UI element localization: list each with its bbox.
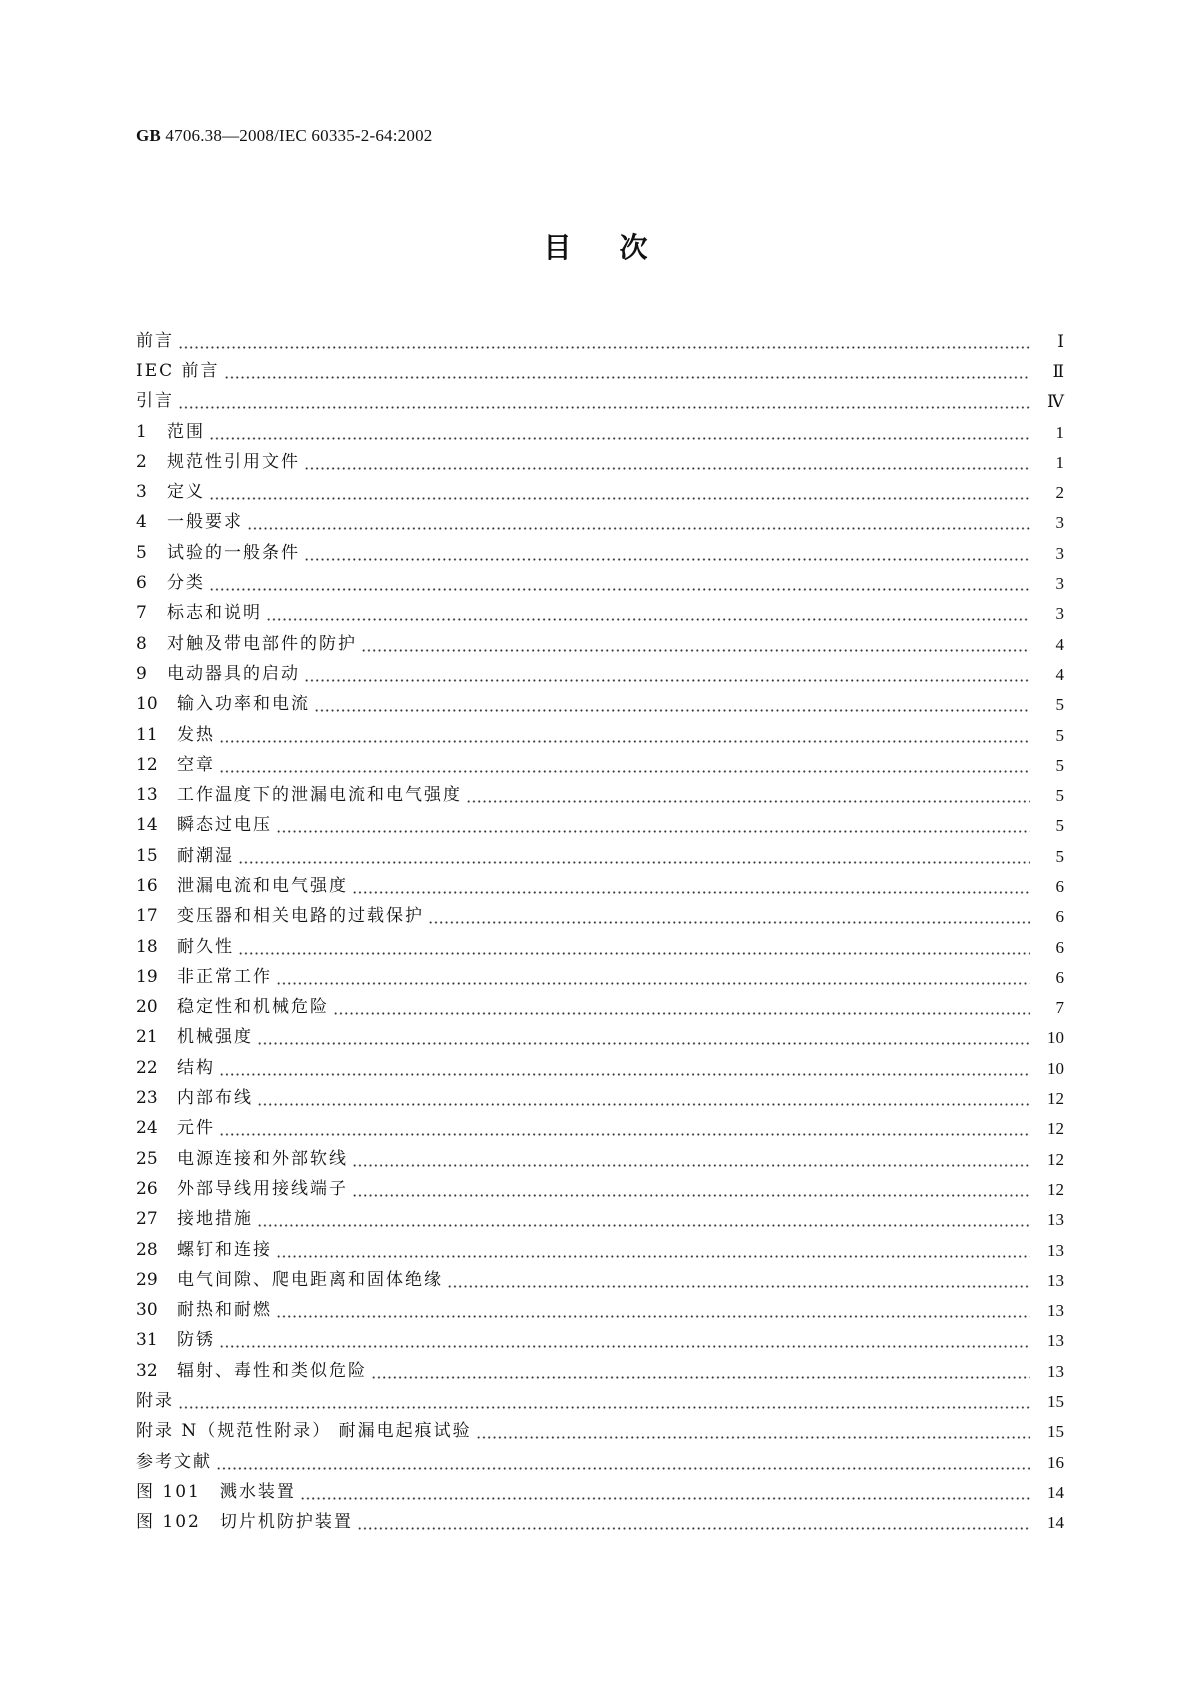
toc-entry-label: 标志和说明 <box>167 603 262 624</box>
toc-entry[interactable] <box>136 1356 1064 1386</box>
toc-entry-label: 电气间隙、爬电距离和固体绝缘 <box>177 1269 443 1290</box>
toc-entry-number: 19 <box>136 966 158 987</box>
toc-entry-label: 前言 <box>136 330 174 351</box>
toc-entry-label: 非正常工作 <box>177 966 272 987</box>
toc-entry-page: 6 <box>1055 907 1064 927</box>
toc-entry[interactable] <box>136 1326 1064 1356</box>
toc-entry-label: 图 102 切片机防护装置 <box>136 1512 353 1533</box>
toc-entry-page: 15 <box>1047 1392 1064 1412</box>
dot-leader <box>276 1302 1030 1319</box>
toc-entry-number: 16 <box>136 875 158 896</box>
toc-entry[interactable] <box>136 599 1064 629</box>
toc-entry-number: 30 <box>136 1300 158 1321</box>
toc-entry-label: 电动器具的启动 <box>167 663 300 684</box>
toc-entry-page: 5 <box>1055 755 1064 775</box>
toc-entry-number: 8 <box>136 633 147 654</box>
toc-entry[interactable] <box>136 993 1064 1023</box>
toc-entry-page: 5 <box>1055 725 1064 745</box>
toc-entry-page: 4 <box>1055 634 1064 654</box>
toc-entry-label: 图 101 溅水装置 <box>136 1481 296 1502</box>
dot-leader <box>276 817 1030 834</box>
dot-leader <box>216 1454 1030 1471</box>
toc-entry[interactable] <box>136 477 1064 507</box>
toc-entry[interactable] <box>136 387 1064 417</box>
toc-entry-page: 12 <box>1047 1149 1064 1169</box>
dot-leader <box>276 969 1030 986</box>
dot-leader <box>428 908 1030 925</box>
toc-entry[interactable] <box>136 1023 1064 1053</box>
toc-entry[interactable] <box>136 1235 1064 1265</box>
toc-entry[interactable] <box>136 1053 1064 1083</box>
toc-entry-label: 输入功率和电流 <box>177 694 310 715</box>
toc-entry-page: 7 <box>1055 998 1064 1018</box>
toc-entry-page: 3 <box>1055 574 1064 594</box>
toc-entry[interactable] <box>136 629 1064 659</box>
toc-entry[interactable] <box>136 871 1064 901</box>
toc-entry-page: 13 <box>1047 1331 1064 1351</box>
toc-entry[interactable] <box>136 780 1064 810</box>
toc-entry[interactable] <box>136 1508 1064 1538</box>
toc-entry[interactable] <box>136 1296 1064 1326</box>
toc-entry-label: 电源连接和外部软线 <box>177 1148 348 1169</box>
toc-entry-label: 空章 <box>177 754 215 775</box>
dot-leader <box>466 787 1030 804</box>
toc-entry[interactable] <box>136 1114 1064 1144</box>
toc-entry-page: 1 <box>1055 422 1064 442</box>
toc-entry-label: 耐热和耐燃 <box>177 1300 272 1321</box>
toc-entry-number: 32 <box>136 1360 158 1381</box>
toc-entry[interactable] <box>136 568 1064 598</box>
toc-entry[interactable] <box>136 932 1064 962</box>
toc-entry-number: 14 <box>136 815 158 836</box>
toc-entry-page: 3 <box>1055 543 1064 563</box>
toc-entry-label: 引言 <box>136 391 174 412</box>
toc-entry[interactable] <box>136 538 1064 568</box>
toc-entry-page: 5 <box>1055 786 1064 806</box>
toc-entry[interactable] <box>136 356 1064 386</box>
toc-entry-number: 15 <box>136 845 158 866</box>
toc-entry-label: 瞬态过电压 <box>177 815 272 836</box>
toc-entry-page: 16 <box>1047 1452 1064 1472</box>
toc-entry-page: 13 <box>1047 1270 1064 1290</box>
toc-entry-page: 5 <box>1055 695 1064 715</box>
table-of-contents <box>136 326 1064 1538</box>
toc-entry[interactable] <box>136 1417 1064 1447</box>
dot-leader <box>209 484 1030 501</box>
dot-leader <box>352 1181 1030 1198</box>
toc-entry-number: 27 <box>136 1209 158 1230</box>
toc-entry[interactable] <box>136 1477 1064 1507</box>
toc-entry-page: 6 <box>1055 967 1064 987</box>
dot-leader <box>178 1393 1030 1410</box>
toc-entry-page: 5 <box>1055 846 1064 866</box>
toc-entry-label: 元件 <box>177 1118 215 1139</box>
dot-leader <box>304 666 1030 683</box>
toc-entry-label: 稳定性和机械危险 <box>177 997 329 1018</box>
dot-leader <box>304 545 1030 562</box>
dot-leader <box>304 454 1030 471</box>
toc-entry[interactable] <box>136 326 1064 356</box>
toc-entry-number: 9 <box>136 663 147 684</box>
toc-entry-page: 13 <box>1047 1210 1064 1230</box>
dot-leader <box>447 1272 1030 1289</box>
dot-leader <box>209 424 1030 441</box>
toc-entry-label: 螺钉和连接 <box>177 1239 272 1260</box>
dot-leader <box>209 575 1030 592</box>
toc-entry[interactable] <box>136 447 1064 477</box>
toc-entry-label: 附录 N（规范性附录） 耐漏电起痕试验 <box>136 1421 472 1442</box>
toc-entry-page: 3 <box>1055 513 1064 533</box>
toc-entry-page: 5 <box>1055 816 1064 836</box>
toc-entry-number: 29 <box>136 1269 158 1290</box>
dot-leader <box>219 1332 1030 1349</box>
dot-leader <box>178 333 1030 350</box>
toc-entry[interactable] <box>136 1083 1064 1113</box>
toc-entry-number: 5 <box>136 542 147 563</box>
document-header <box>136 126 432 146</box>
toc-entry-number: 26 <box>136 1178 158 1199</box>
dot-leader <box>219 757 1030 774</box>
toc-entry-page: Ⅰ <box>1057 331 1064 351</box>
dot-leader <box>178 393 1030 410</box>
toc-entry-label: 附录 <box>136 1391 174 1412</box>
toc-entry-number: 11 <box>136 724 158 745</box>
dot-leader <box>219 727 1030 744</box>
toc-entry-number: 3 <box>136 482 147 503</box>
toc-entry-number: 31 <box>136 1330 158 1351</box>
toc-entry-label: 辐射、毒性和类似危险 <box>177 1360 367 1381</box>
toc-entry-page: 12 <box>1047 1089 1064 1109</box>
toc-entry[interactable] <box>136 1265 1064 1295</box>
dot-leader <box>371 1363 1030 1380</box>
toc-entry-number: 20 <box>136 997 158 1018</box>
toc-entry-number: 2 <box>136 451 147 472</box>
dot-leader <box>219 1060 1030 1077</box>
toc-entry-page: 15 <box>1047 1422 1064 1442</box>
toc-entry-label: 耐潮湿 <box>177 845 234 866</box>
toc-entry-page: 13 <box>1047 1301 1064 1321</box>
toc-entry-label: 外部导线用接线端子 <box>177 1178 348 1199</box>
toc-entry-label: 结构 <box>177 1057 215 1078</box>
toc-entry-number: 22 <box>136 1057 158 1078</box>
toc-entry-label: 防锈 <box>177 1330 215 1351</box>
toc-entry[interactable] <box>136 811 1064 841</box>
toc-entry-number: 4 <box>136 512 147 533</box>
toc-entry-page: 4 <box>1055 664 1064 684</box>
toc-entry-label: 接地措施 <box>177 1209 253 1230</box>
dot-leader <box>357 1514 1030 1531</box>
toc-entry[interactable] <box>136 720 1064 750</box>
toc-entry[interactable] <box>136 659 1064 689</box>
page-title: 目次 <box>543 231 696 264</box>
toc-entry-number: 1 <box>136 421 147 442</box>
dot-leader <box>238 939 1030 956</box>
toc-entry-label: 分类 <box>167 573 205 594</box>
toc-entry-label: 内部布线 <box>177 1088 253 1109</box>
toc-entry[interactable] <box>136 1205 1064 1235</box>
toc-entry-label: 耐久性 <box>177 936 234 957</box>
toc-entry-page: 6 <box>1055 937 1064 957</box>
toc-entry-label: 范围 <box>167 421 205 442</box>
toc-entry-number: 13 <box>136 785 158 806</box>
toc-entry-page: 12 <box>1047 1119 1064 1139</box>
toc-entry-number: 21 <box>136 1027 158 1048</box>
toc-entry-page: 14 <box>1047 1513 1064 1533</box>
toc-entry-page: 13 <box>1047 1361 1064 1381</box>
toc-entry-page: Ⅳ <box>1047 392 1064 412</box>
toc-entry-number: 6 <box>136 573 147 594</box>
toc-entry-page: Ⅱ <box>1052 361 1064 381</box>
toc-entry[interactable] <box>136 750 1064 780</box>
toc-entry-page: 1 <box>1055 452 1064 472</box>
standard-code: GB <box>136 126 161 145</box>
toc-entry-number: 24 <box>136 1118 158 1139</box>
dot-leader <box>238 848 1030 865</box>
toc-entry-label: 一般要求 <box>167 512 243 533</box>
dot-leader <box>361 636 1030 653</box>
toc-entry[interactable] <box>136 902 1064 932</box>
toc-entry-number: 17 <box>136 906 158 927</box>
toc-entry-label: 参考文献 <box>136 1451 212 1472</box>
toc-entry-label: 机械强度 <box>177 1027 253 1048</box>
dot-leader <box>247 514 1030 531</box>
toc-entry[interactable] <box>136 1174 1064 1204</box>
toc-entry-page: 10 <box>1047 1058 1064 1078</box>
toc-entry-label: 变压器和相关电路的过载保护 <box>177 906 424 927</box>
toc-entry-label: IEC 前言 <box>136 360 220 381</box>
toc-entry[interactable] <box>136 417 1064 447</box>
toc-entry[interactable] <box>136 962 1064 992</box>
standard-number: 4706.38—2008/IEC 60335-2-64:2002 <box>160 126 433 145</box>
dot-leader <box>257 1029 1030 1046</box>
toc-entry-number: 12 <box>136 754 158 775</box>
toc-entry[interactable] <box>136 1144 1064 1174</box>
toc-entry-label: 工作温度下的泄漏电流和电气强度 <box>177 785 462 806</box>
dot-leader <box>333 999 1030 1016</box>
dot-leader <box>257 1211 1030 1228</box>
toc-entry-page: 3 <box>1055 604 1064 624</box>
toc-entry[interactable] <box>136 690 1064 720</box>
toc-entry[interactable] <box>136 508 1064 538</box>
toc-entry-label: 发热 <box>177 724 215 745</box>
toc-entry-number: 25 <box>136 1148 158 1169</box>
toc-entry-label: 定义 <box>167 482 205 503</box>
toc-entry[interactable] <box>136 1386 1064 1416</box>
toc-entry-label: 泄漏电流和电气强度 <box>177 875 348 896</box>
dot-leader <box>352 878 1030 895</box>
toc-entry-page: 14 <box>1047 1482 1064 1502</box>
toc-entry[interactable] <box>136 1447 1064 1477</box>
toc-entry-page: 13 <box>1047 1240 1064 1260</box>
toc-entry-label: 试验的一般条件 <box>167 542 300 563</box>
toc-entry-page: 6 <box>1055 876 1064 896</box>
toc-entry[interactable] <box>136 841 1064 871</box>
dot-leader <box>266 605 1030 622</box>
toc-entry-page: 2 <box>1055 483 1064 503</box>
dot-leader <box>314 696 1030 713</box>
toc-entry-page: 12 <box>1047 1179 1064 1199</box>
toc-entry-label: 规范性引用文件 <box>167 451 300 472</box>
toc-entry-number: 7 <box>136 603 147 624</box>
dot-leader <box>352 1151 1030 1168</box>
toc-entry-label: 对触及带电部件的防护 <box>167 633 357 654</box>
toc-entry-number: 28 <box>136 1239 158 1260</box>
dot-leader <box>219 1120 1030 1137</box>
toc-entry-number: 18 <box>136 936 158 957</box>
dot-leader <box>476 1423 1030 1440</box>
dot-leader <box>276 1242 1030 1259</box>
toc-entry-page: 10 <box>1047 1028 1064 1048</box>
toc-entry-number: 23 <box>136 1088 158 1109</box>
dot-leader <box>224 363 1030 380</box>
toc-entry-number: 10 <box>136 694 158 715</box>
dot-leader <box>257 1090 1030 1107</box>
dot-leader <box>300 1484 1030 1501</box>
